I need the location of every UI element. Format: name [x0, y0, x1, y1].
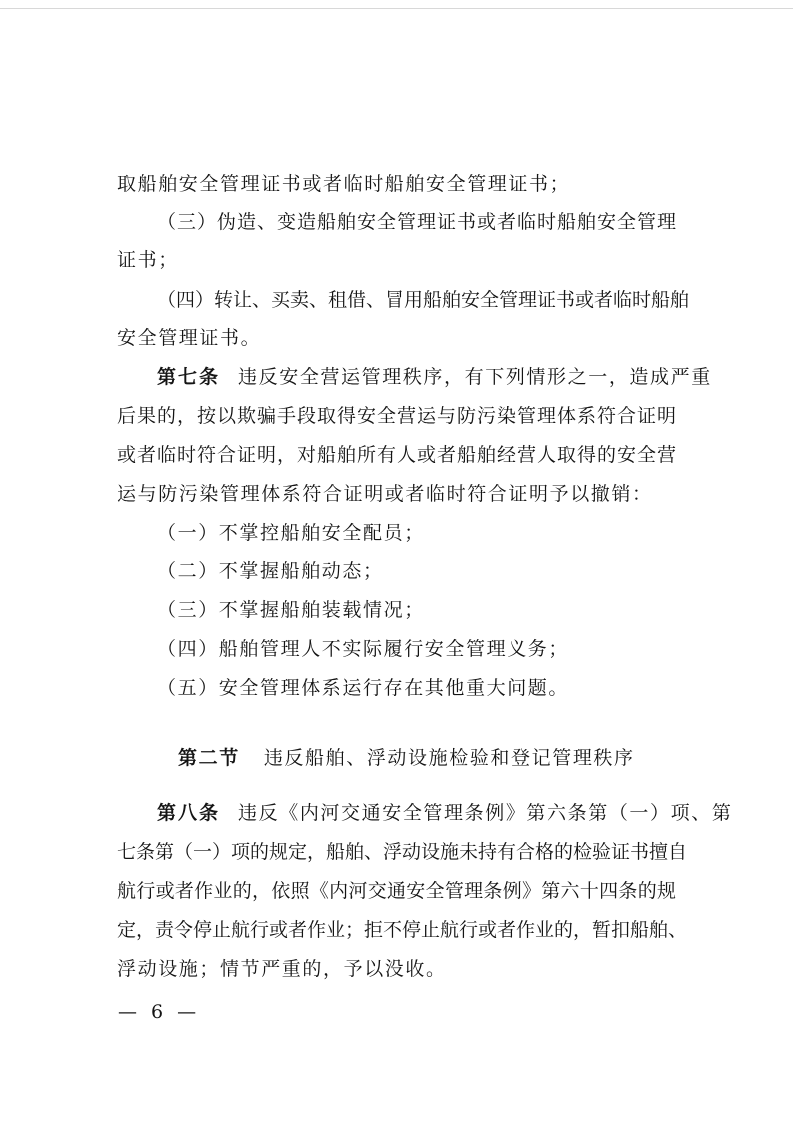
list-item-4: （四）船舶管理人不实际履行安全管理义务； [157, 638, 570, 660]
section-title: 违反船舶、浮动设施检验和登记管理秩序 [263, 747, 635, 769]
text-line-7: 后果的，按以欺骗手段取得安全营运与防污染管理体系符合证明 [117, 405, 676, 427]
text-line-8: 或者临时符合证明，对船舶所有人或者船舶经营人取得的安全营 [117, 444, 676, 466]
text-line-16: 七条第（一）项的规定，船舶、浮动设施未持有合格的检验证书擅自 [117, 841, 688, 863]
top-rule [0, 8, 793, 9]
list-item-5: （五）安全管理体系运行存在其他重大问题。 [157, 677, 570, 699]
article-7-heading: 第七条 [157, 366, 221, 388]
text-line-9: 运与防污染管理体系符合证明或者临时符合证明予以撤销： [117, 483, 653, 505]
article-8-first-line [157, 801, 793, 825]
list-item-3: （三）不掌握船舶装载情况； [157, 599, 425, 621]
list-item-1: （一）不掌控船舶安全配员； [157, 522, 425, 544]
text-line-2: （三）伪造、变造船舶安全管理证书或者临时船舶安全管理 [157, 211, 676, 233]
text-line-1: 取船舶安全管理证书或者临时船舶安全管理证书； [117, 173, 571, 195]
text-line-19: 浮动设施；情节严重的，予以没收。 [117, 958, 447, 980]
text-line-4: （四）转让、买卖、租借、冒用船舶安全管理证书或者临时船舶 [157, 289, 690, 311]
text-line-18: 定，责令停止航行或者作业；拒不停止航行或者作业的，暂扣船舶、 [117, 919, 688, 941]
text-line-17: 航行或者作业的，依照《内河交通安全管理条例》第六十四条的规 [117, 880, 676, 902]
article-7-text: 违反安全营运管理秩序，有下列情形之一，造成严重 [238, 366, 712, 388]
page-number: — 6 — [118, 1001, 201, 1023]
section-number: 第二节 [178, 747, 240, 769]
article-7-first-line [157, 365, 793, 389]
article-8-text: 违反《内河交通安全管理条例》第六条第（一）项、第 [238, 802, 733, 824]
list-item-2: （二）不掌握船舶动态； [157, 560, 384, 582]
article-8-heading: 第八条 [157, 802, 221, 824]
text-line-3: 证书； [117, 249, 179, 271]
section-heading [178, 746, 635, 770]
text-line-5: 安全管理证书。 [117, 327, 262, 349]
